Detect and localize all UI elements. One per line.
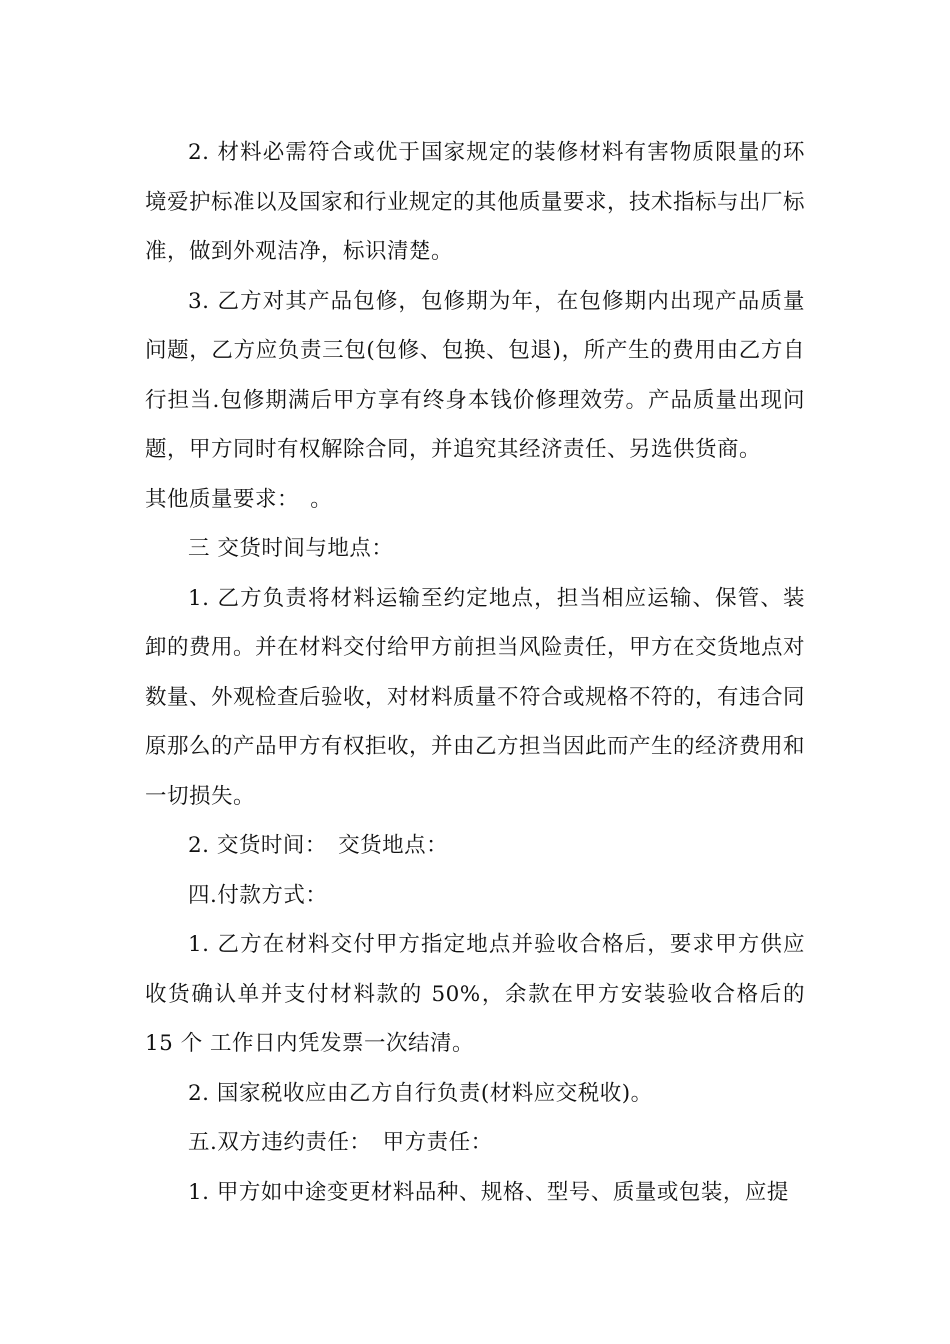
paragraph-payment-terms: 1. 乙方在材料交付甲方指定地点并验收合格后，要求甲方供应收货确认单并支付材料款的 50%，余款在甲方安装验收合格后的 15 个 工作日内凭发票一次结清。	[145, 932, 805, 1056]
paragraph-warranty: 3. 乙方对其产品包修，包修期为年，在包修期内出现产品质量问题，乙方应负责三包(包修、包换、包退)，所产生的费用由乙方自行担当.包修期满后甲方享有终身本钱价修理效劳。产品质量出现问题，甲方同时有权解除合同，并追究其经济责任、另选供货商。	[145, 288, 805, 462]
paragraph-tax: 2. 国家税收应由乙方自行负责(材料应交税收)。	[188, 1080, 653, 1106]
paragraph-party-a-change: 1. 甲方如中途变更材料品种、规格、型号、质量或包装，应提	[188, 1179, 789, 1205]
document-body	[145, 128, 805, 1217]
paragraph-transport: 1. 乙方负责将材料运输至约定地点，担当相应运输、保管、装卸的费用。并在材料交付给甲方前担当风险责任，甲方在交货地点对数量、外观检查后验收，对材料质量不符合或规格不符的，有违合同原那么的产品甲方有权拒收，并由乙方担当因此而产生的经济费用和一切损失。	[145, 585, 806, 809]
paragraph-other-quality: 其他质量要求： 。	[145, 486, 333, 512]
paragraph-material-standards: 2. 材料必需符合或优于国家规定的装修材料有害物质限量的环境爱护标准以及国家和行业规定的其他质量要求，技术指标与出厂标准，做到外观洁净，标识清楚。	[145, 140, 806, 264]
section-heading-delivery: 三 交货时间与地点：	[188, 536, 394, 561]
section-heading-payment: 四.付款方式：	[188, 882, 328, 908]
section-heading-liability: 五.双方违约责任： 甲方责任：	[188, 1130, 493, 1155]
paragraph-delivery-time-place: 2. 交货时间： 交货地点：	[188, 833, 449, 858]
